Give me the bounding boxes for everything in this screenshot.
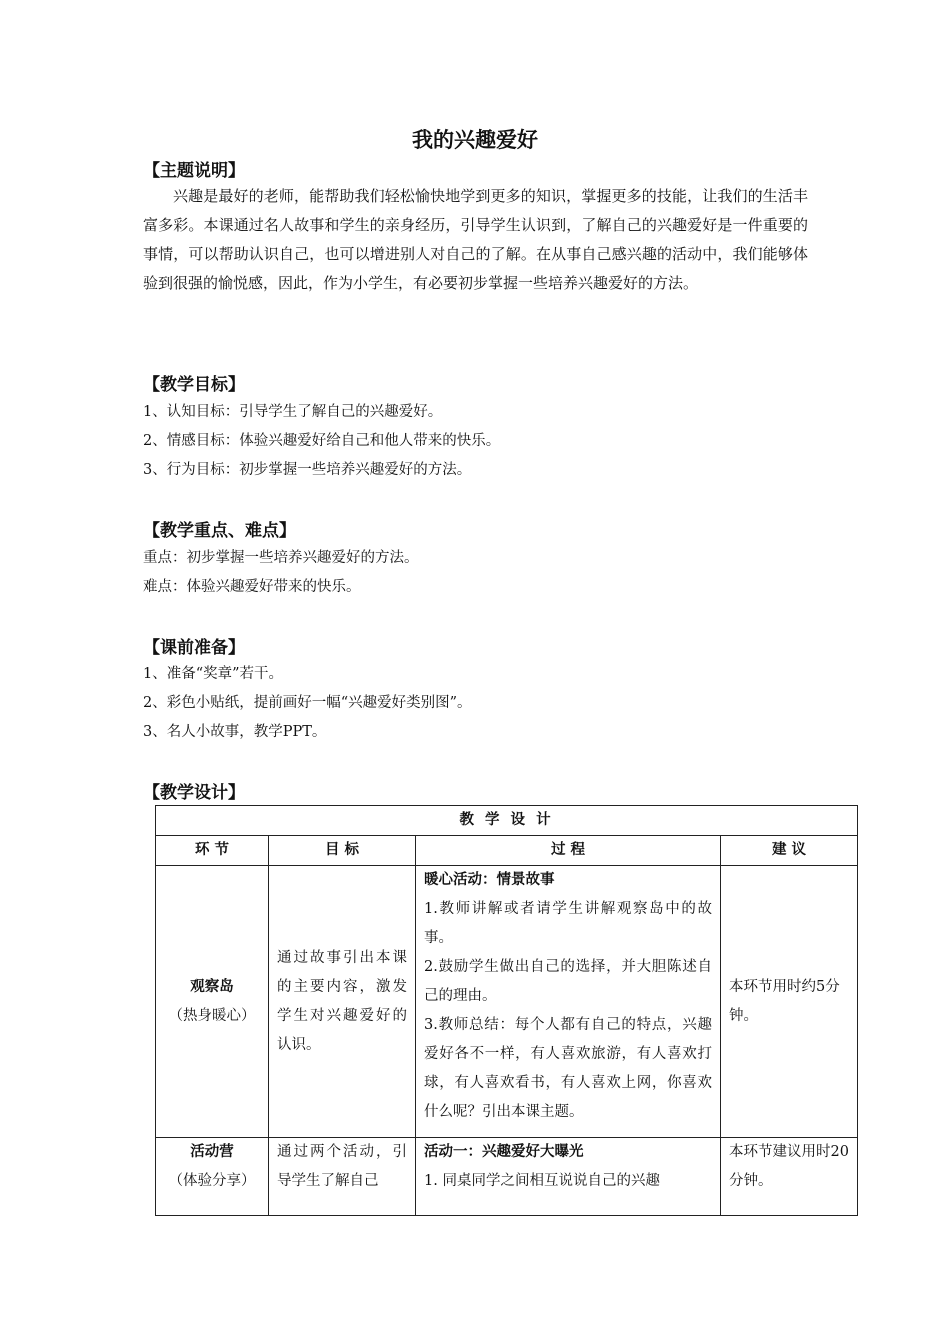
page-title: 我的兴趣爱好	[412, 128, 538, 152]
goal-cell: 通过两个活动，引导学生了解自己	[269, 1138, 416, 1216]
goal-item: 2、情感目标：体验兴趣爱好给自己和他人带来的快乐。	[143, 433, 501, 449]
section-name: 观察岛	[190, 978, 234, 995]
table-title-row	[156, 806, 858, 836]
preparation-item: 2、彩色小贴纸，提前画好一幅“兴趣爱好类别图”。	[143, 695, 472, 711]
theme-heading: 【主题说明】	[143, 161, 245, 181]
theme-text: 兴趣是最好的老师，能帮助我们轻松愉快地学到更多的知识，掌握更多的技能，让我们的生活丰富多彩。本课通过名人故事和学生的亲身经历，引导学生认识到，了解自己的兴趣爱好是一件重要的事情，可以帮助认识自己，也可以增进别人对自己的了解。在从事自己感兴趣的活动中，我们能够体验到很强的愉悦感，因此，作为小学生，有必要初步掌握一些培养兴趣爱好的方法。	[143, 187, 808, 292]
suggestion-cell: 本环节建议用时20分钟。	[721, 1138, 858, 1216]
section-name: 活动营	[190, 1144, 234, 1160]
goal-item: 1、认知目标：引导学生了解自己的兴趣爱好。	[143, 404, 443, 420]
key-point-item: 重点：初步掌握一些培养兴趣爱好的方法。	[143, 550, 419, 566]
section-cell	[156, 1138, 269, 1216]
suggestion-cell: 本环节用时约5分钟。	[721, 866, 858, 1138]
preparation-heading: 【课前准备】	[143, 638, 245, 658]
process-cell	[416, 1138, 721, 1216]
header-process: 过 程	[416, 836, 721, 866]
header-goal: 目 标	[269, 836, 416, 866]
header-suggestion: 建 议	[721, 836, 858, 866]
process-title: 活动一：兴趣爱好大曝光	[424, 1144, 584, 1160]
preparation-item: 3、名人小故事，教学PPT。	[143, 724, 327, 740]
teaching-design-table	[155, 805, 858, 1216]
process-step: 1.教师讲解或者请学生讲解观察岛中的故事。	[424, 901, 712, 946]
goals-heading: 【教学目标】	[143, 375, 245, 395]
goal-cell: 通过故事引出本课的主要内容，激发学生对兴趣爱好的认识。	[269, 866, 416, 1138]
section-subtitle: （热身暖心）	[168, 1007, 256, 1024]
process-title: 暖心活动：情景故事	[424, 872, 555, 888]
table-row	[156, 866, 858, 1138]
process-step: 3.教师总结：每个人都有自己的特点，兴趣爱好各不一样，有人喜欢旅游，有人喜欢打球，有人喜欢看书，有人喜欢上网，你喜欢什么呢？引出本课主题。	[424, 1017, 712, 1120]
goal-item: 3、行为目标：初步掌握一些培养兴趣爱好的方法。	[143, 462, 472, 478]
design-heading: 【教学设计】	[143, 783, 245, 803]
process-step: 2.鼓励学生做出自己的选择，并大胆陈述自己的理由。	[424, 959, 712, 1004]
table-title: 教 学 设 计	[156, 806, 858, 836]
process-step: 1. 同桌同学之间相互说说自己的兴趣	[424, 1173, 660, 1189]
theme-paragraph	[143, 182, 808, 298]
section-subtitle: （体验分享）	[168, 1173, 256, 1189]
process-cell	[416, 866, 721, 1138]
section-cell	[156, 866, 269, 1138]
preparation-item: 1、准备“奖章”若干。	[143, 666, 284, 682]
header-section: 环 节	[156, 836, 269, 866]
key-points-heading: 【教学重点、难点】	[143, 521, 296, 541]
table-header-row	[156, 836, 858, 866]
key-point-item: 难点：体验兴趣爱好带来的快乐。	[143, 579, 361, 595]
table-row	[156, 1138, 858, 1216]
